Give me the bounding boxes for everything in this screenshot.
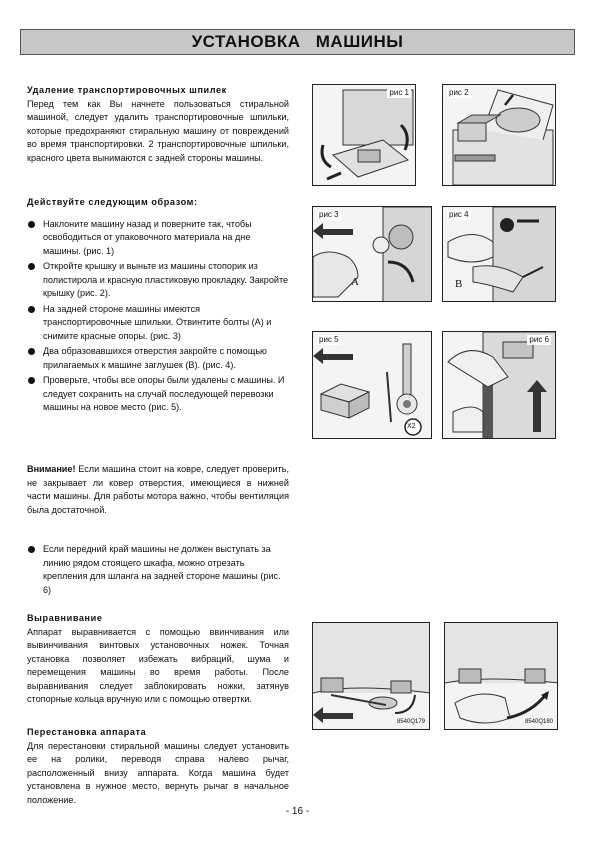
moving-code: 8540Q180 bbox=[524, 719, 553, 725]
fig4-label: рис 4 bbox=[449, 210, 469, 219]
leveling-section bbox=[27, 612, 289, 707]
list-item: Два образовавшихся отверстия закройте с помощью прилагаемых к машине заглушек (B). (рис. 4). bbox=[27, 345, 289, 372]
bullet-icon bbox=[28, 263, 35, 270]
bullet-icon bbox=[28, 546, 35, 553]
page-number: - 16 - bbox=[285, 806, 310, 817]
extra-bullet-section bbox=[27, 543, 289, 597]
fig4-callout-b: B bbox=[455, 278, 463, 290]
instruction-list bbox=[27, 218, 289, 415]
fig2-label: рис 2 bbox=[449, 88, 469, 97]
figure-4 bbox=[442, 206, 556, 302]
attention-section bbox=[27, 463, 289, 517]
fig2-illustration bbox=[443, 85, 556, 186]
moving-section bbox=[27, 726, 289, 807]
attention-text: Если машина стоит на ковре, следует проверить, не закрывает ли ковер отверстия, имеющиеся в нижней части машины. Для работы мотора важно, чтобы вентиляция была достаточной. bbox=[27, 464, 289, 515]
bullet-icon bbox=[28, 348, 35, 355]
bullet-icon bbox=[28, 306, 35, 313]
instructions-section bbox=[27, 196, 289, 415]
fig1-label: рис 1 bbox=[389, 88, 409, 97]
leveling-code: 8540Q179 bbox=[396, 719, 425, 725]
fig3-illustration bbox=[313, 207, 432, 302]
fig3-label: рис 3 bbox=[319, 210, 339, 219]
removal-text: Перед тем как Вы начнете пользоваться стиральной машиной, следует удалить транспортировочные шпильки, которые предохраняют стиральную машину от повреждений во время транспортировки. 2 транспортировочные шпильки, красного цвета вынимаются с задней стороны машины. bbox=[27, 98, 289, 163]
fig3-callout-a: A bbox=[351, 276, 359, 288]
list-item: Проверьте, чтобы все опоры были удалены с машины. И следует сохранить на случай последующей перевозки машины на новое место (рис. 5). bbox=[27, 374, 289, 415]
list-item: Наклоните машину назад и поверните так, чтобы освободиться от упаковочного материала на дне машины. (рис. 1) bbox=[27, 218, 289, 259]
fig1-illustration bbox=[313, 85, 416, 186]
page-title-bar bbox=[20, 29, 575, 55]
extra-list bbox=[27, 543, 289, 597]
bullet-icon bbox=[28, 221, 35, 228]
bullet-icon bbox=[28, 377, 35, 384]
attention-label: Внимание! bbox=[27, 464, 76, 474]
fig5-label: рис 5 bbox=[319, 335, 339, 344]
leveling-heading: Выравнивание bbox=[27, 613, 103, 623]
removal-heading: Удаление транспортировочных шпилек bbox=[27, 85, 227, 95]
page-title: УСТАНОВКА МАШИНЫ bbox=[191, 32, 404, 51]
figure-leveling-feet bbox=[312, 622, 430, 730]
leveling-text: Аппарат выравнивается с помощью ввинчивания или вывинчивания винтовых установочных ножек. Точная установка позволяет избежать вибраций, шума и перемещения машины во время работы. После выравнивания следует заблокировать ножки, затянув стопорные кольца вручную или с помощью отвертки. bbox=[27, 626, 289, 704]
list-item: Если передний край машины не должен выступать за линию рядом стоящего шкафа, можно отрезать крепления для шланга на задней стороне машины (рис. 6) bbox=[27, 543, 289, 597]
moving-text: Для перестановки стиральной машины следует установить ее на ролики, переводя справа налево рычаг, расположенный внизу аппарата. Когда машина будет установлена в нужное место, вернуть рычаг в начальное положение. bbox=[27, 740, 289, 805]
figure-moving-lever bbox=[444, 622, 558, 730]
do-heading: Действуйте следующим образом: bbox=[27, 197, 198, 207]
list-item: На задней стороне машины имеются транспортировочные шпильки. Отвинтите болты (A) и снимите красные опоры. (рис. 3) bbox=[27, 303, 289, 344]
list-item: Откройте крышку и выньте из машины стопорик из полистирола и красную пластиковую прокладку. Закройте крышку (рис. 2). bbox=[27, 260, 289, 301]
fig5-multiplier: X2 bbox=[407, 423, 416, 430]
figure-6 bbox=[442, 331, 556, 439]
figure-2 bbox=[442, 84, 556, 186]
leveling-illustration bbox=[313, 623, 430, 730]
moving-heading: Перестановка аппарата bbox=[27, 727, 147, 737]
moving-illustration bbox=[445, 623, 558, 730]
figure-1 bbox=[312, 84, 416, 186]
removal-section bbox=[27, 84, 289, 165]
fig6-illustration bbox=[443, 332, 556, 439]
figure-3 bbox=[312, 206, 432, 302]
figure-5 bbox=[312, 331, 432, 439]
fig6-label: рис 6 bbox=[529, 335, 549, 344]
